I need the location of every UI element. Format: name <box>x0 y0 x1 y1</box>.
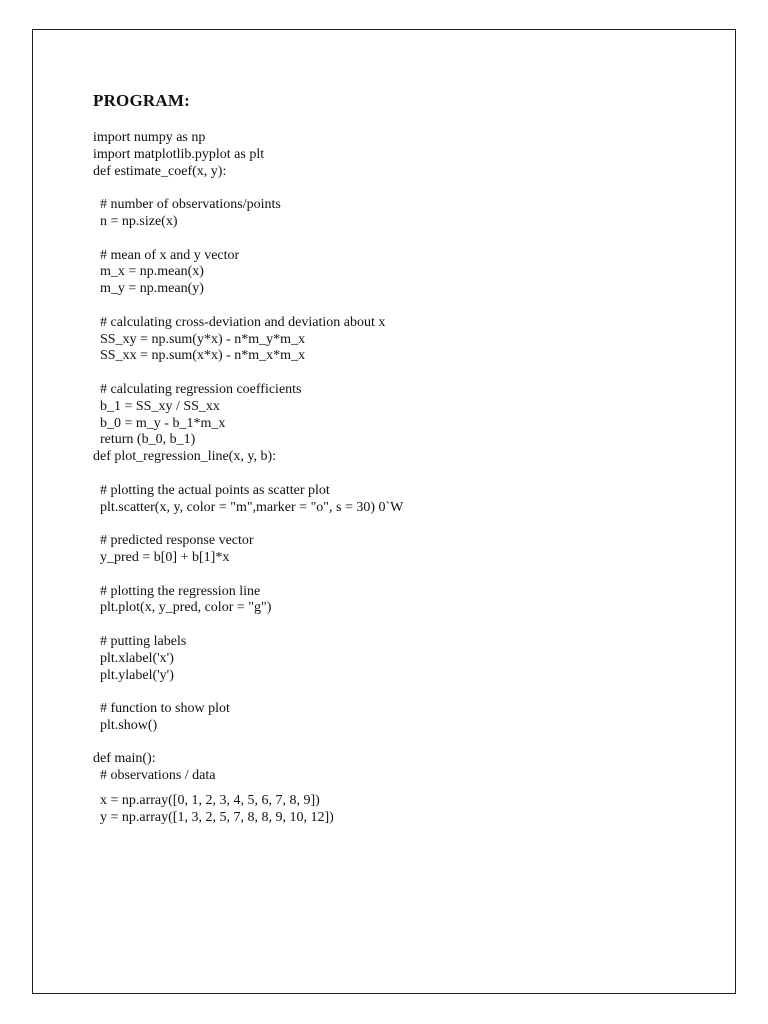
code-line: y = np.array([1, 3, 2, 5, 7, 8, 8, 9, 10, 12]) <box>100 809 334 825</box>
blank-line <box>93 617 403 634</box>
code-line: plt.ylabel('y') <box>100 667 174 683</box>
code-line: m_y = np.mean(y) <box>100 281 204 297</box>
code-line: import matplotlib.pyplot as plt <box>93 146 265 162</box>
blank-line <box>93 684 403 701</box>
code-comment: # plotting the actual points as scatter plot <box>100 482 330 498</box>
blank-line <box>93 231 403 248</box>
code-line: n = np.size(x) <box>100 213 178 229</box>
code-line: return (b_0, b_1) <box>100 432 196 448</box>
code-line: plt.show() <box>100 717 158 733</box>
code-line: def estimate_coef(x, y): <box>93 163 227 179</box>
code-comment: # plotting the regression line <box>100 583 261 599</box>
blank-line <box>93 298 403 315</box>
code-comment: # number of observations/points <box>100 197 281 213</box>
code-line: def main(): <box>93 751 156 767</box>
code-line: plt.scatter(x, y, color = "m",marker = "o", s = 30) 0`W <box>100 499 404 515</box>
code-comment: # observations / data <box>100 768 216 784</box>
code-line: m_x = np.mean(x) <box>100 264 204 280</box>
blank-line <box>93 735 403 752</box>
code-comment: # predicted response vector <box>100 533 254 549</box>
code-line: import numpy as np <box>93 130 206 145</box>
blank-line <box>93 466 403 483</box>
blank-line <box>93 180 403 197</box>
blank-line <box>93 365 403 382</box>
code-comment: # putting labels <box>100 633 187 649</box>
blank-line <box>93 785 403 793</box>
code-line: b_1 = SS_xy / SS_xx <box>100 398 220 414</box>
code-line: y_pred = b[0] + b[1]*x <box>100 549 230 565</box>
blank-line <box>93 516 403 533</box>
code-comment: # function to show plot <box>100 701 230 717</box>
code-line: SS_xy = np.sum(y*x) - n*m_y*m_x <box>100 331 306 347</box>
code-line: x = np.array([0, 1, 2, 3, 4, 5, 6, 7, 8, 9]) <box>100 793 320 809</box>
code-comment: # calculating cross-deviation and deviation about x <box>100 314 386 330</box>
code-line: SS_xx = np.sum(x*x) - n*m_x*m_x <box>100 348 306 364</box>
program-heading: PROGRAM: <box>93 91 190 110</box>
code-line: plt.plot(x, y_pred, color = "g") <box>100 600 272 616</box>
code-line: plt.xlabel('x') <box>100 650 174 666</box>
blank-line <box>93 567 403 584</box>
code-line: b_0 = m_y - b_1*m_x <box>100 415 226 431</box>
code-line: def plot_regression_line(x, y, b): <box>93 449 276 465</box>
code-comment: # mean of x and y vector <box>100 247 240 263</box>
code-block <box>93 130 403 827</box>
code-comment: # calculating regression coefficients <box>100 381 302 397</box>
